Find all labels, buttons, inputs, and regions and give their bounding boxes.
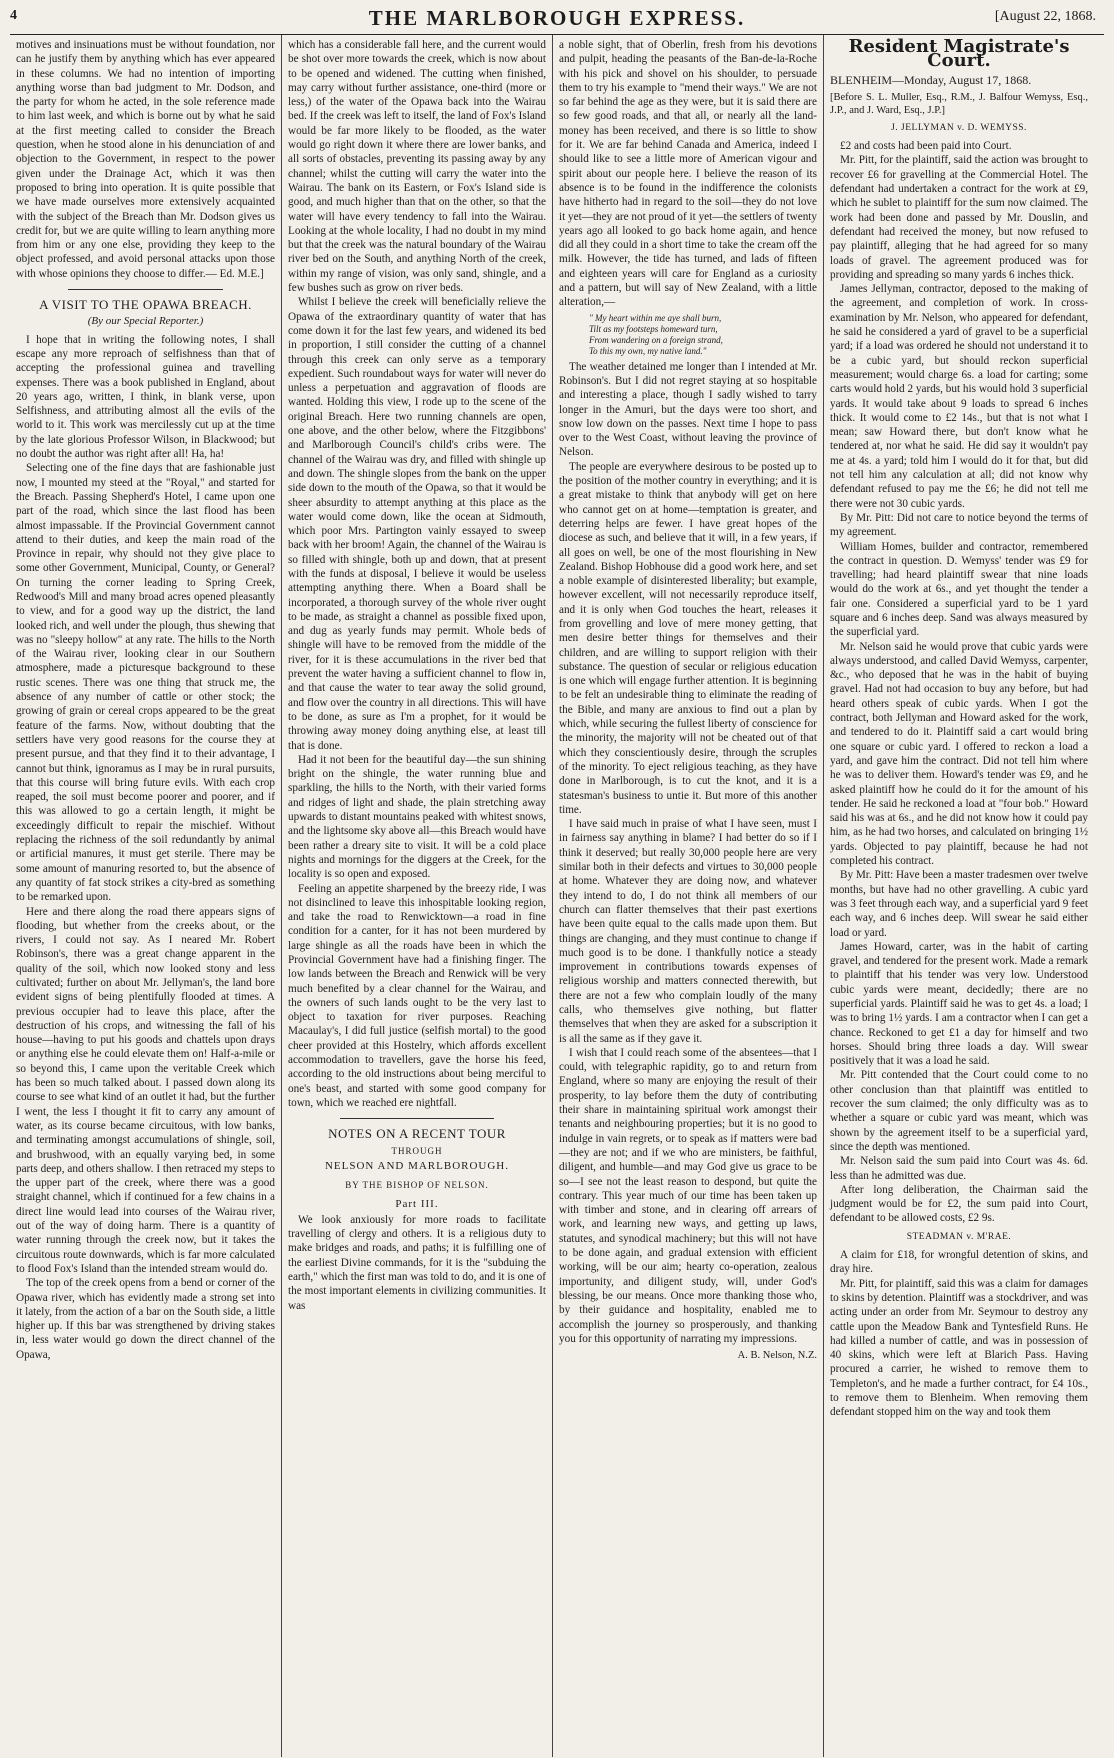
paragraph: Whilst I believe the creek will beneficially relieve the Opawa of the extraordinary quantity of water that has come down it for the last few years, and widened its bed in proportion, I still consider the cutting of a channel through this creek can only serve as a temporary expedient. Such roundabout ways for water will never do unless a perpetuation and aggravation of floods are wanted. Holding this view, I rode up to the scene of the original Breach. Here two running channels are open, one above, and the other below, where the Fitzgibbons' and Marlborough Council's child's cribs were. The channel of the Wairau was dry, and filled with shingle up and down. The shingle slopes from the bank on the upper side down to the mouth of the Opawa, so that it would be sheer absurdity to attempt anything at this place as the water would come down, like the ocean at Sidmouth, which poor Mrs. Partington vainly essayed to sweep back with her broom! Again, the channel of the Wairau is so filled with shingle, both up and down, that at present with the funds at disposal, I believe it would be useless attempting anything there. When a Board shall be incorporated, a thorough survey of the whole river ought to be made, as straight a channel as possible fixed upon, and dug as yearly funds may permit. Whole beds of shingle will have to be removed from the middle of the river, for it is these accumulations in the river bed that prevent the water having a sufficient channel to flow in, and that cause the water to tear away the solid ground, and flow over the country in all directions. This will have to be done, as sure as I'm a prophet, for it would be throwing away money doing anything else, at least till that is done.: [288, 296, 546, 752]
court-date: BLENHEIM—Monday, August 17, 1868.: [830, 72, 1032, 87]
paragraph: The people are everywhere desirous to be posted up to the position of the mother country in everything; and it is a great mistake to think that anybody will get on here who cannot get on at home—temptation is greater, and deterring helps are fewer. I have great hopes of the diocese as such, and believe that it will, in a few years, if all goes on well, be one of the most flourishing in New Zealand. Bishop Hobhouse did a good work here, and set a noble example of disinterested liberality; but example, however excellent, will not necessarily reproduce itself, and it is only when God touches the heart, releases it from grovelling and love of mere money getting, that men desire better things for themselves and their children, and are willing to support religion with their substance. The question of secular or religious education is one which will engage further attention. It is beginning to be felt an undesirable thing to eliminate the reading of the Bible, and many are anxious to find out a plan by which, while securing the fullest liberty of conscience for the minority, the majority will not be cheated out of that which they conscientiously desire, through the scruples of the minority. To eject religious teaching, as they have done in Marlborough, is to cut the knot, and it is a statesman's business to untie it. But more of this another time.: [559, 460, 817, 816]
tour-author: BY THE BISHOP OF NELSON.: [345, 1180, 489, 1191]
article-byline: (By our Special Reporter.): [87, 315, 204, 328]
paragraph: Mr. Nelson said the sum paid into Court was 4s. 6d. less than he admitted was due.: [830, 1155, 1088, 1182]
column-4: [823, 35, 1094, 1757]
bench-list: [Before S. L. Muller, Esq., R.M., J. Balfour Wemyss, Esq., J.P., and J. Ward, Esq., J.P.]: [830, 91, 1088, 116]
poem-line: From wandering on a foreign strand,: [589, 334, 723, 345]
paragraph: which has a considerable fall here, and the current would be shot over more towards the creek, which is now about to be opened and widened. The cutting when finished, may carry without further assistance, one-third (more or less,) of the water of the Opawa back into the Wairau bed. If the creek was left to itself, the land of Fox's Island would be far more likely to be flooded, as the water would go right down it where there are lower banks, and all sorts of obstacles, preventing its passing away by any channel; whilst the cutting will carry the water into the Wairau. The bank on its Eastern, or Fox's Island side is good, and much higher than that on the other, so that the water will have every tendency to fall into the Wairau. Looking at the whole locality, I had no doubt in my mind but that the creek was the natural boundary of the Wairau river bed on the South, and anything North of the creek, within my range of vision, was only sand, shingle, and a few bushes such as grow on river beds.: [288, 39, 546, 295]
court-title: Resident Magistrate's Court.: [848, 36, 1070, 72]
paragraph: James Jellyman, contractor, deposed to the making of the agreement, and completion of work. In cross-examination by Mr. Nelson, who appeared for defendant, he said he considered a yard of gravel to be a superficial yard; if a load was ordered he should not understand it to be a cubic yard, but should reckon superficial measurement; would charge 6s. a load for carting; some carts would hold 2 yards, but his would hold 3 superficial yards. It would take about 9 loads to spread 6 inches thick. It would come to £2 14s., but that is not what I mean; saw Howard there, but don't know what he tendered at, nor what he said. He did say it wouldn't pay me at 4s. a yard; told him I would do it for that, but did not tell him any calculation at all; did not know why defendant refused to pay me the £6; he did not tell me there were not 30 cubic yards.: [830, 283, 1088, 510]
poem-line: " My heart within me aye shall burn,: [589, 312, 722, 323]
tour-part: Part III.: [395, 1198, 439, 1211]
paragraph: After long deliberation, the Chairman said the judgment would be for £2, the sum paid into Court, defendant to be allowed costs, £2 9s.: [830, 1183, 1088, 1225]
paragraph: The weather detained me longer than I intended at Mr. Robinson's. But I did not regret staying at so hospitable and interesting a place, though I sadly wished to tarry longer in the Amuri, but the days were too short, and snow low down on the passes. Next time I hope to pass over to the West Coast, without leaving the province of Nelson.: [559, 360, 817, 459]
divider: [340, 1118, 495, 1119]
divider: [68, 289, 223, 290]
paragraph: The top of the creek opens from a bend or corner of the Opawa river, which has evidently made a strong set into it lately, from the action of a bar on the South side, a little higher up. If this bar was strengthened by driving stakes in, less water would go down the direct channel of the Opawa,: [16, 1277, 275, 1361]
paragraph: Had it not been for the beautiful day—the sun shining bright on the shingle, the water running blue and sparkling, the hills to the North, with their varied forms and ridges of light and shade, the plain stretching away upwards to distant mountains peaked with whitest snows, and the lightsome sky above all—this Breach would have been rather a dreary site to visit. It will be a cold place nights and mornings for the diggers at the Creek, for the locality is so open and exposed.: [288, 753, 546, 881]
paragraph: William Homes, builder and contractor, remembered the contract in question. D. Wemyss' tender was £9 for travelling; had heard plaintiff swear that nine loads would do the work at 6s., and yet thought the tender a fair one. Considered a superficial yard to be 1 yard square and 6 inches deep. Sand was always measured by the superficial yard.: [830, 540, 1088, 639]
paragraph: By Mr. Pitt: Have been a master tradesmen over twelve months, but have had no other gravelling. A cubic yard was 3 feet through each way, and a superficial yard 9 feet each way, and 6 inches deep. Will swear he said either load or yard.: [830, 869, 1088, 939]
paragraph: Mr. Pitt, for plaintiff, said this was a claim for damages to skins by detention. Plaintiff was a stockdriver, and was acting under an order from Mr. Seymour to destroy any cattle upon the Meadow Bank and Tyntesfield Runs. He had killed a number of cattle, and was in possession of 40 skins, which were left at Blarich Pass. Having procured a carrier, he wished to remove them to Templeton's, and he made a further contract, for £4 10s., to remove them to Blenheim. When removing them defendant stopped him on the way and took them: [830, 1277, 1088, 1419]
paragraph: Here and there along the road there appears signs of flooding, but whether from the creeks about, or the rivers, I could not say. As I neared Mr. Robert Robinson's, there was a great change apparent in the quality of the soil, which now looked stony and less cultivated; further on about Mr. Jellyman's, the land bore evident signs of being plentifully flooded at times. A previous occupier had to leave this place, after the destruction of his crops, and witnessing the fall of his house—having to put his goods and chattels upon drays or anything else he could elevate them on! Half-a-mile or so beyond this, I came upon the veritable Creek which has been so much talked about. I passed down along its course to see what kind of an outlet it had, but the further I went, the less I thought it fit to carry any amount of water, as its course became circuitous, with low banks, and terminating amongst accumulations of shingle, soil, and brushwood, with an equally varying bed, in some parts deep, and others shallow. I then retraced my steps to the upper part of the creek, where there was a good straight channel, which if continued for a few chains in a direct line would lead into courses of the Wairau river, out of the way of doing harm. There is a quantity of water running through the creek now, but it takes the circuitous route downwards, which is far more calculated to flood Fox's Island than the intended stream would do.: [16, 905, 275, 1275]
paragraph: I hope that in writing the following notes, I shall escape any more reproach of selfishness than that of accepting the professional guinea and travelling expenses. There was a book published in England, about 20 years ago, written, I think, in blank verse, upon Selfishness, and attributing almost all the evils of the world to it. This work was mercilessly cut up at the time by the late glorious Professor Wilson, in Blackwood; but no doubt the author was right after all! Ha, ha!: [16, 333, 275, 461]
paragraph: I wish that I could reach some of the absentees—that I could, with telegraphic rapidity, go to and return from England, where so many are enjoying the result of their prosperity, to lay before them the duty of contributing their share in maintaining spiritual work amongst their tenants and neighbouring properties; but it is no good to indulge in vain regrets, or to speak as if matters were bad—they are not; and if we who are ministers, be faithful, diligent, and humble—and may God give us grace to be so—I see not the least reason to despond, but quite the contrary. This year much of our time has been taken up with timber and stone, and in clearing off arrears of work, and learning new ways, and getting up laws, statutes, and synodical machinery; but this will not have to be done again, and gradual extension with efficient working, will be our aim; hearty co-operation, zealous importunity, and diligent study, will, under God's blessing, be our means. Once more thanking those who, by their guidance and hospitality, enabled me to accomplish the journey so prosperously, and thanking you for this opportunity of narrating my impressions.: [559, 1046, 817, 1345]
newspaper-title: THE MARLBOROUGH EXPRESS.: [368, 6, 746, 30]
paragraph: Mr. Pitt contended that the Court could come to no other conclusion than that plaintiff was entitled to recover the sum claimed; the only difficulty was as to whether a square or cubic yard was meant, which was shown by the agreement itself to be a superficial yard, since the depth was mentioned.: [830, 1069, 1088, 1153]
columns: [10, 35, 1104, 1757]
paragraph: A claim for £18, for wrongful detention of skins, and dray hire.: [830, 1249, 1088, 1276]
column-1: [10, 35, 281, 1757]
poem: [589, 313, 817, 357]
paragraph: a noble sight, that of Oberlin, fresh from his devotions and pulpit, heading the peasants of the Ban-de-la-Roche with his pick and shovel on his shoulder, to persuade them to try his example to "mend their ways." We are not so far behind the age as they were, but it is said there are so few good roads, and that all, or nearly all the land-money has been received, and there is so little to show for it. We are far behind Canada and America, indeed I should like to see a little more of American vigour and spirit about our people here. I believe the reason of its absence is to be found in the indifference the colonists have hitherto had in regard to the soil—they do not love it yet—they are not proud of it yet—the settlers of twenty years ago all looked to go back home again, and hence did all they could in a short time to take the cream off the milk. However, the tide has turned, and lads of fifteen and eighteen years will care for England as a curiosity and a pattern, but will say of New Zealand, with a little alteration,—: [559, 39, 817, 309]
paragraph: Mr. Pitt, for the plaintiff, said the action was brought to recover £6 for gravelling at the Commercial Hotel. The defendant had undertaken a contract for the work at £9, which he sublet to plaintiff for the sum now claimed. The work had been done and passed by Mr. Douslin, and defendant had received the money, but now refused to pay plaintiff, alleging that he had agreed for so many loads of gravel. The agreement produced was for providing and spreading so many yards 6 inches thick.: [830, 154, 1088, 281]
tour-places: NELSON AND MARLBOROUGH.: [324, 1159, 510, 1172]
article-heading: A VISIT TO THE OPAWA BREACH.: [39, 297, 252, 313]
poem-line: Tilt as my footsteps homeward turn,: [589, 323, 718, 334]
paragraph: I have said much in praise of what I have seen, must I in fairness say anything in blame? I had better do so if I think it deserved; but really 30,000 people here are very similar both in their defects and virtues to 30,000 people at home. Whatever they are doing now, and whatever they intend to do, I do not think all members of our church can flatter themselves that their past exertions have been quite equal to the calls made upon them. But things are changing, and they must continue to change if much good is to be done. I thankfully notice a steady improvement in contributions towards expenses of religious worship and matters connected therewith, but there are not a few who complain loudly of the many calls, who themselves give nothing, but flatter themselves that when they are asked for a subscription it is all the same as if they gave it.: [559, 818, 817, 1045]
paragraph: Feeling an appetite sharpened by the breezy ride, I was not disinclined to leave this inhospitable looking region, and take the road to Renwicktown—a road in fine condition for a canter, for it has not been murdered by large shingle as all the roads have been in which the Provincial Government have had a finishing finger. The low lands between the Breach and Renwick will be very much benefited by a clear channel for the Wairau, and the owners of such lands ought to be the very last to object to taxation for river purposes. Reaching Macaulay's, I did full justice (selfish mortal) to the good cheer provided at this Hostelry, which affords excellent accommodation to travellers, gave the horse his feed, according to the old instructions about being merciful to one's beast, and started with some good company for town, which we reached ere nightfall.: [288, 882, 546, 1109]
paragraph: By Mr. Pitt: Did not care to notice beyond the terms of my agreement.: [830, 511, 1088, 539]
page-number: 4: [10, 8, 17, 23]
paragraph: £2 and costs had been paid into Court.: [840, 140, 1012, 153]
case-title: J. JELLYMAN v. D. WEMYSS.: [891, 122, 1027, 133]
tour-through: THROUGH: [391, 1145, 443, 1156]
editor-note: motives and insinuations must be without foundation, nor can he justify them by anything which has ever appeared in these columns. We had no intention of importing anything worse than bad judgment to Mr. Dodson, and the party for whom he acted, in the sole reference made to him last week, and which is borne out by what he said at the first meeting called to consider the Breach question, when he stood alone in his denunciation of and objection to the Government, in respect to the power given under the Drainage Act, which it was then proposed to bring into operation. It is quite possible that we have made ourselves more extensively acquainted with the subject of the Breach than Mr. Dodson gives us credit for, but we are quite willing to learn anything more from him or any one else, providing they keep to the object professed, and avoid personal attacks upon those with whose opinions they choose to differ.— Ed. M.E.]: [16, 39, 275, 280]
paragraph: Selecting one of the fine days that are fashionable just now, I mounted my steed at the "Royal," and started for the Breach. Passing Shepherd's Hotel, I came upon one part of the road, which since the last flood has been almost impassable. If the Provincial Government cannot attend to their duties, and keep the main road of the Province in repair, why should not they give place to some other Government, Municipal, County, or General? On turning the corner leading to Spring Creek, Redwood's Mill and many broad acres opened pleasantly to view, and for a good way up the district, the land looked rich, and well under the plough, thus shewing that was no "sleepy hollow" at any rate. The hills to the North of the Wairau river, looking clear in our Southern atmosphere, made a picturesque background to these rustic scenes. There was one thing that struck me, the absence of any number of cattle or other stock; the growing of grain or cereal crops appeared to be the great feature of the farms. Now, without doubting that the settlers have very good reasons for the course they at present pursue, and that they find it to their advantage, I cannot but think, ignoramus as I may be in rural pursuits, that this course will bring future evils. With each crop reaped, the soil must become poorer and poorer, and if this was allowed to go a certain length, it might be exceedingly difficult to repair the mischief. Without replacing the richness of the soil redundantly by animal or artificial manures, it must get sterile. There may be some amount of manuring resorted to, but the absence of any quantity of fat stock strikes a city-bred as something to be remarked upon.: [16, 462, 275, 904]
paragraph: We look anxiously for more roads to facilitate travelling of clergy and others. It is a religious duty to make bridges and roads, and paths; it is fulfilling one of the earliest Divine commands, for it is the "subduing the earth," which the first man was told to do, and it is one of the most important elements in civilizing communities. It was: [288, 1213, 546, 1312]
column-3: [552, 35, 823, 1757]
signature: A. B. Nelson, N.Z.: [737, 1350, 817, 1362]
case-title: STEADMAN v. M'RAE.: [906, 1231, 1012, 1242]
tour-heading: NOTES ON A RECENT TOUR: [328, 1126, 506, 1142]
issue-date: [August 22, 1868.: [994, 9, 1096, 24]
column-2: [281, 35, 552, 1757]
poem-line: To this my own, my native land.": [589, 345, 707, 356]
paragraph: James Howard, carter, was in the habit of carting gravel, and tendered for the present work. Made a remark to plaintiff that his tender was very low. Understood cubic yards were meant, decidedly; there are no superficial yards. Plaintiff said he was to get 4s. a load; I was to bring 1½ yards. I am a contractor when I can get a chance. Reckoned to get £1 a day for himself and two horses. Should bring three loads a day. Will swear positively that it was a load he said.: [830, 940, 1088, 1068]
paragraph: Mr. Nelson said he would prove that cubic yards were always understood, and called David Wemyss, carpenter, &c., who deposed that he was in the habit of buying gravel. Had not had occasion to buy any before, but had heard others speak of cubic yards. When I got the contract, both Jellyman and Howard asked for the work, and tendered to do it. Plaintiff said a cart would bring one square or cubic yard. I offered to reckon a load a yard, and gave him the contract. Did not tell him where he was to deliver them. Howard's tender was £9, and he asked plaintiff how he could do it for the amount of his tender. He said he reckoned a load at "four bob." Howard said his was at 6s., and he did not know how it could pay him, as he had two horses, and calculated on bringing 1½ yards. Objected to pay plaintiff, because he had not completed his contract.: [830, 640, 1088, 868]
masthead: [10, 6, 1104, 32]
